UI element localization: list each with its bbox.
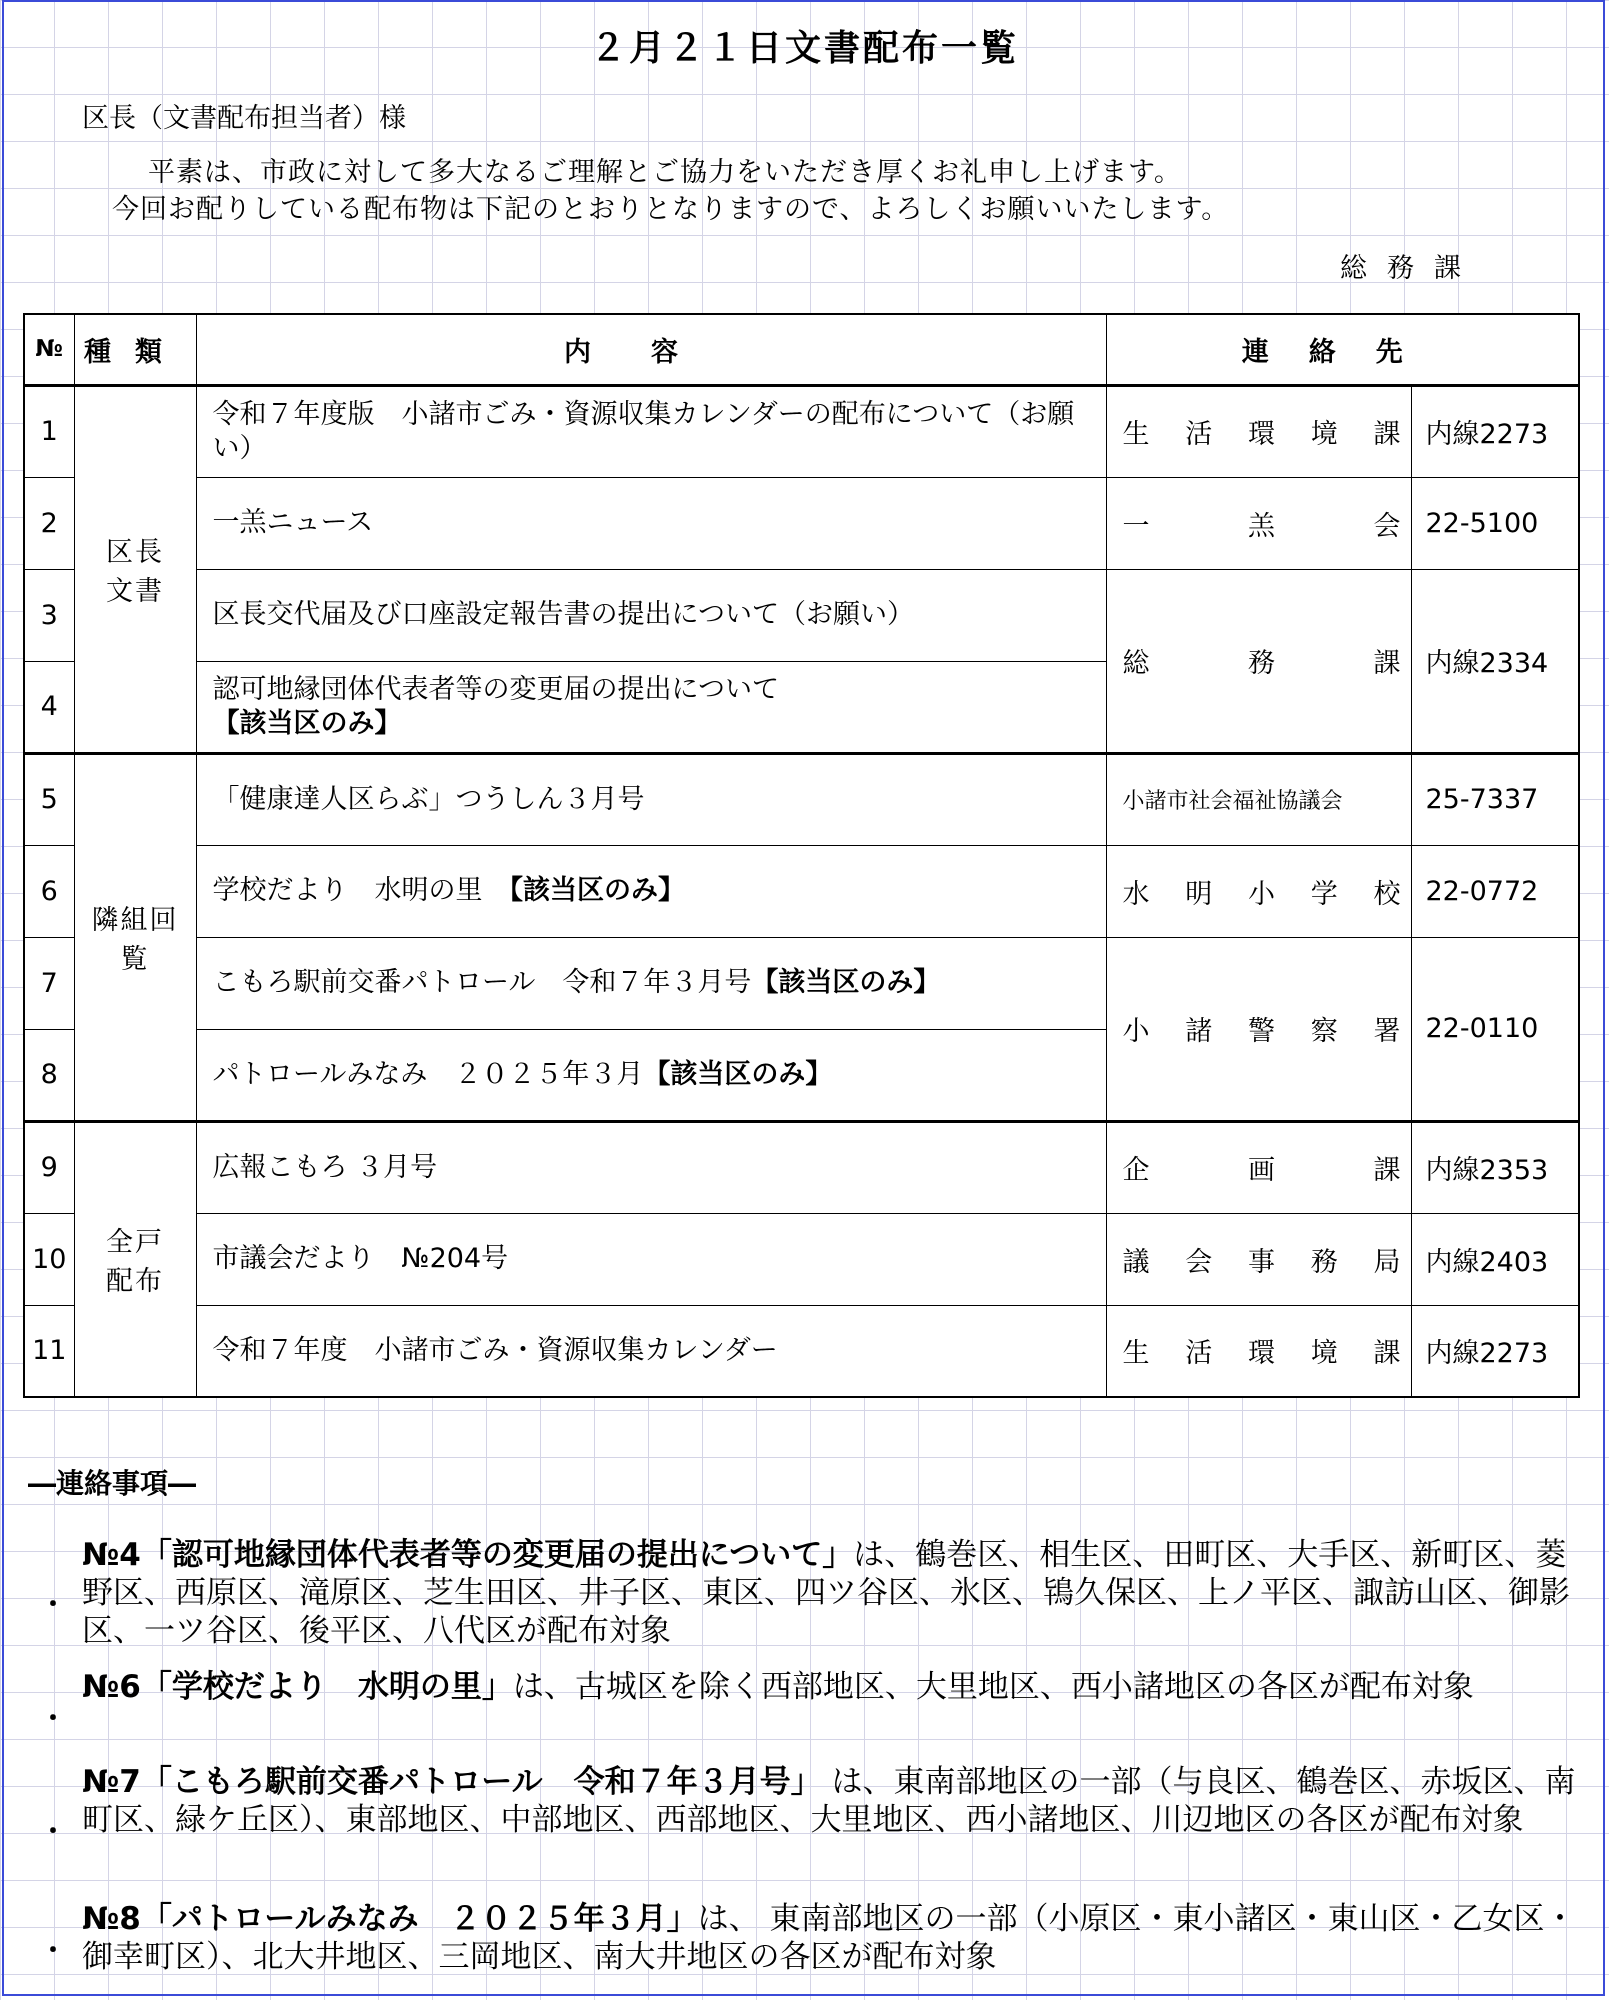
bullet-icon: ・ [40, 1704, 67, 1734]
contact-org: 総務課 [1106, 569, 1411, 753]
table-row [24, 1213, 1579, 1305]
type-label: 配布 [106, 1266, 164, 1298]
content-note: 【該当区のみ】 [643, 1058, 833, 1090]
contact-tel: 25-7337 [1411, 753, 1579, 845]
distribution-table [23, 313, 1580, 1398]
type-label: 区長 [106, 537, 164, 568]
note-item [28, 1668, 1588, 1754]
bullet-icon: ・ [40, 1590, 67, 1620]
row-number: 11 [24, 1305, 74, 1397]
content-cell: 令和７年度 小諸市ごみ・資源収集カレンダー [196, 1305, 1106, 1397]
note-text: は、鶴巻区、相生区、田町区、大手区、新町区、菱野区、西原区、滝原区、芝生田区、井子区、東区、四ツ谷区、氷区、鴇久保区、上ノ平区、諏訪山区、御影区、一ツ谷区、後平区、八代区が配布対象 [82, 1537, 1570, 1649]
contact-tel: 22-0110 [1411, 937, 1579, 1121]
type-cell-group-2 [74, 753, 196, 1121]
contact-tel: 内線2353 [1411, 1121, 1579, 1213]
contact-org: 企画課 [1106, 1121, 1411, 1213]
page-title: ２月２１日文書配布一覧 [589, 28, 1019, 69]
content-note: 【該当区のみ】 [751, 967, 941, 998]
type-label: 全戸 [106, 1227, 164, 1259]
column-header-no: № [24, 314, 74, 385]
row-number: 4 [24, 661, 74, 753]
column-header-type: 種類 [74, 314, 196, 385]
note-heading: №8「パトロールみなみ ２０２５年３月」 [82, 1901, 698, 1937]
contact-tel: 22-5100 [1411, 477, 1579, 569]
content-cell: 広報こもろ ３月号 [196, 1121, 1106, 1213]
greeting-line-2: 今回お配りしている配布物は下記のとおりとなりますので、よろしくお願いいたします。 [112, 194, 1230, 225]
contact-org: 水明小学校 [1106, 845, 1411, 937]
table-row [24, 845, 1579, 937]
content-cell [196, 937, 1106, 1029]
content-cell [196, 845, 1106, 937]
note-text: は、東南部地区の一部（与良区、鶴巻区、赤坂区、南町区、緑ケ丘区）、東部地区、中部地区、西部地区、大里地区、西小諸地区、川辺地区の各区が配布対象 [82, 1764, 1576, 1838]
column-header-contact: 連絡先 [1106, 314, 1579, 385]
addressee: 区長（文書配布担当者）様 [82, 103, 406, 134]
contact-org: 議会事務局 [1106, 1213, 1411, 1305]
note-text: は、 東南部地区の一部（小原区・東小諸区・東山区・乙女区・御幸町区）、北大井地区、三岡地区、南大井地区の各区が配布対象 [82, 1901, 1576, 1975]
column-header-content: 内容 [196, 314, 1106, 385]
content-cell: 「健康達人区らぶ」つうしん３月号 [196, 753, 1106, 845]
row-number: 3 [24, 569, 74, 661]
contact-org: 生活環境課 [1106, 1305, 1411, 1397]
contact-tel: 22-0772 [1411, 845, 1579, 937]
note-heading: №7「こもろ駅前交番パトロール 令和７年３月号」 [82, 1764, 822, 1800]
content-text: 学校だより 水明の里 [212, 875, 510, 906]
content-cell [196, 1029, 1106, 1121]
notes-title: ―連絡事項― [28, 1467, 197, 1500]
contact-org: 一羔会 [1106, 477, 1411, 569]
note-item [28, 1536, 1588, 1660]
table-header-row [24, 314, 1579, 385]
contact-tel: 内線2334 [1411, 569, 1579, 753]
content-note: 【該当区のみ】 [509, 875, 685, 906]
type-cell-group-1 [74, 385, 196, 753]
type-cell-group-3 [74, 1121, 196, 1397]
content-note: 【該当区のみ】 [212, 707, 402, 739]
contact-org: 生活環境課 [1106, 385, 1411, 477]
row-number: 6 [24, 845, 74, 937]
note-body [82, 1900, 1582, 1976]
content-cell: 区長交代届及び口座設定報告書の提出について（お願い） [196, 569, 1106, 661]
note-text: は、古城区を除く西部地区、大里地区、西小諸地区の各区が配布対象 [512, 1669, 1474, 1705]
table-row [24, 1121, 1579, 1213]
note-body [82, 1668, 1582, 1706]
content-cell [196, 661, 1106, 753]
row-number: 10 [24, 1213, 74, 1305]
note-item [28, 1900, 1588, 1986]
row-number: 8 [24, 1029, 74, 1121]
bullet-icon: ・ [40, 1936, 67, 1966]
row-number: 9 [24, 1121, 74, 1213]
content-text: こもろ駅前交番パトロール 令和７年３月号 [212, 967, 752, 998]
table-row [24, 753, 1579, 845]
type-label: 覧 [120, 944, 150, 975]
row-number: 5 [24, 753, 74, 845]
note-heading: №6「学校だより 水明の里」 [82, 1669, 513, 1705]
table-row [24, 385, 1579, 477]
row-number: 2 [24, 477, 74, 569]
type-label: 隣組回 [91, 905, 179, 936]
note-body [82, 1536, 1582, 1650]
type-label: 文書 [106, 576, 164, 607]
note-heading: №4「認可地縁団体代表者等の変更届の提出について」 [82, 1537, 854, 1573]
contact-tel: 内線2403 [1411, 1213, 1579, 1305]
content-cell: 一羔ニュース [196, 477, 1106, 569]
contact-tel: 内線2273 [1411, 1305, 1579, 1397]
content-cell: 市議会だより №204号 [196, 1213, 1106, 1305]
row-number: 7 [24, 937, 74, 1029]
content-text: 認可地縁団体代表者等の変更届の提出について [212, 673, 779, 705]
row-number: 1 [24, 385, 74, 477]
content-cell: 令和７年度版 小諸市ごみ・資源収集カレンダーの配布について（お願い） [196, 385, 1106, 477]
table-row [24, 1305, 1579, 1397]
bullet-icon: ・ [40, 1817, 67, 1847]
contact-org: 小諸市社会福祉協議会 [1106, 753, 1411, 845]
content-text: パトロールみなみ ２０２５年３月 [212, 1058, 644, 1090]
contact-tel: 内線2273 [1411, 385, 1579, 477]
note-item [28, 1763, 1588, 1887]
greeting-line-1: 平素は、市政に対して多大なるご理解とご協力をいただき厚くお礼申し上げます。 [148, 157, 1182, 188]
note-body [82, 1763, 1582, 1839]
department: 総務課 [1340, 253, 1481, 284]
table-row [24, 477, 1579, 569]
contact-org: 小諸警察署 [1106, 937, 1411, 1121]
table-row [24, 569, 1579, 661]
table-row [24, 937, 1579, 1029]
